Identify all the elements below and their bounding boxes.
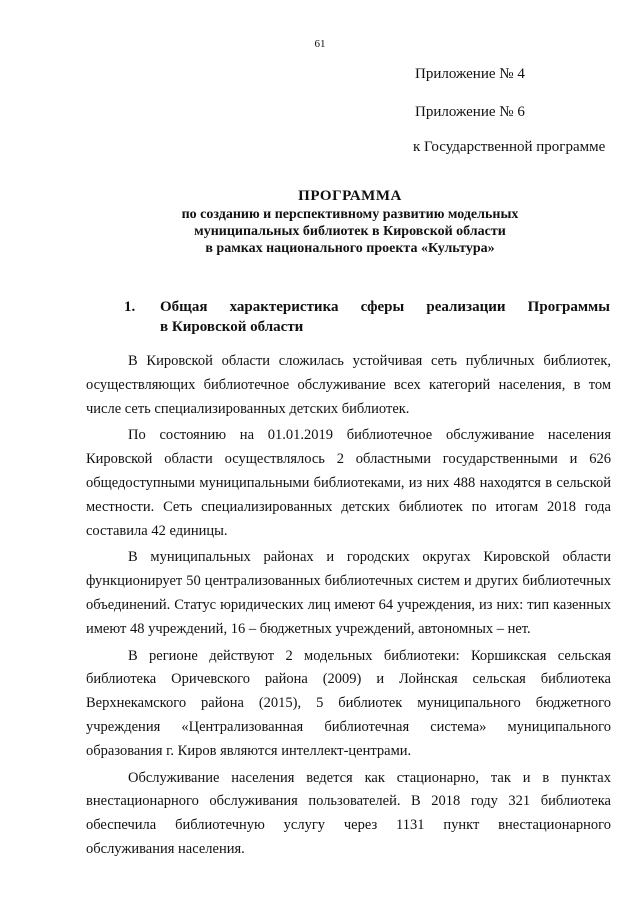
document-title [0,187,640,257]
paragraph: По состоянию на 01.01.2019 библиотечное обслуживание населения Кировской области осуществлялось 2 областными государственными и 626 общедоступными муниципальными библиотеками, из них 488 находятся в сельской местности. Сеть специализированных детских библиотек по итогам 2018 года составила 42 единицы. [86,427,611,539]
title-line-4: в рамках национального проекта «Культура» [205,241,495,256]
section-number: 1. [124,299,136,315]
appendix-line-1: Приложение № 4 [415,66,525,82]
paragraph: В Кировской области сложилась устойчивая сеть публичных библиотек, осуществляющих библиотечное обслуживание всех категорий населения, в том числе сеть специализированных детских библиотек. [86,353,611,417]
page-number: 61 [314,38,326,50]
paragraph: В регионе действуют 2 модельных библиотеки: Коршикская сельская библиотека Оричевского района (2009) и Лойнская сельская библиотека Верхнекамского района (2015), 5 библиотек муниципального бюджетного учреждения «Централизованная библиотечная система» муниципального образования г. Киров являются интеллект-центрами. [86,647,611,759]
title-line-2: по созданию и перспективному развитию модельных [181,207,519,222]
section-heading-line-2: в Кировской области [160,319,304,335]
title-main: ПРОГРАММА [298,188,402,204]
appendix-line-3: к Государственной программе [413,139,606,155]
body-text [86,350,611,865]
paragraph: Обслуживание населения ведется как стационарно, так и в пунктах внестационарного обслуживания пользователей. В 2018 году 321 библиотека обеспечила библиотечную услугу через 1131 пункт внестационарного обслуживания населения. [86,769,611,857]
title-line-3: муниципальных библиотек в Кировской области [194,224,506,239]
paragraph: В муниципальных районах и городских округах Кировской области функционирует 50 централизованных библиотечных систем и других библиотечных объединений. Статус юридических лиц имеют 64 учреждения, из них: тип казенных имеют 48 учреждений, 16 – бюджетных учреждений, автономных – нет. [86,549,611,637]
section-heading-line-1: Общая характеристика сферы реализации Программы [160,299,610,315]
section-heading [124,297,610,337]
appendix-line-2: Приложение № 6 [415,104,525,120]
